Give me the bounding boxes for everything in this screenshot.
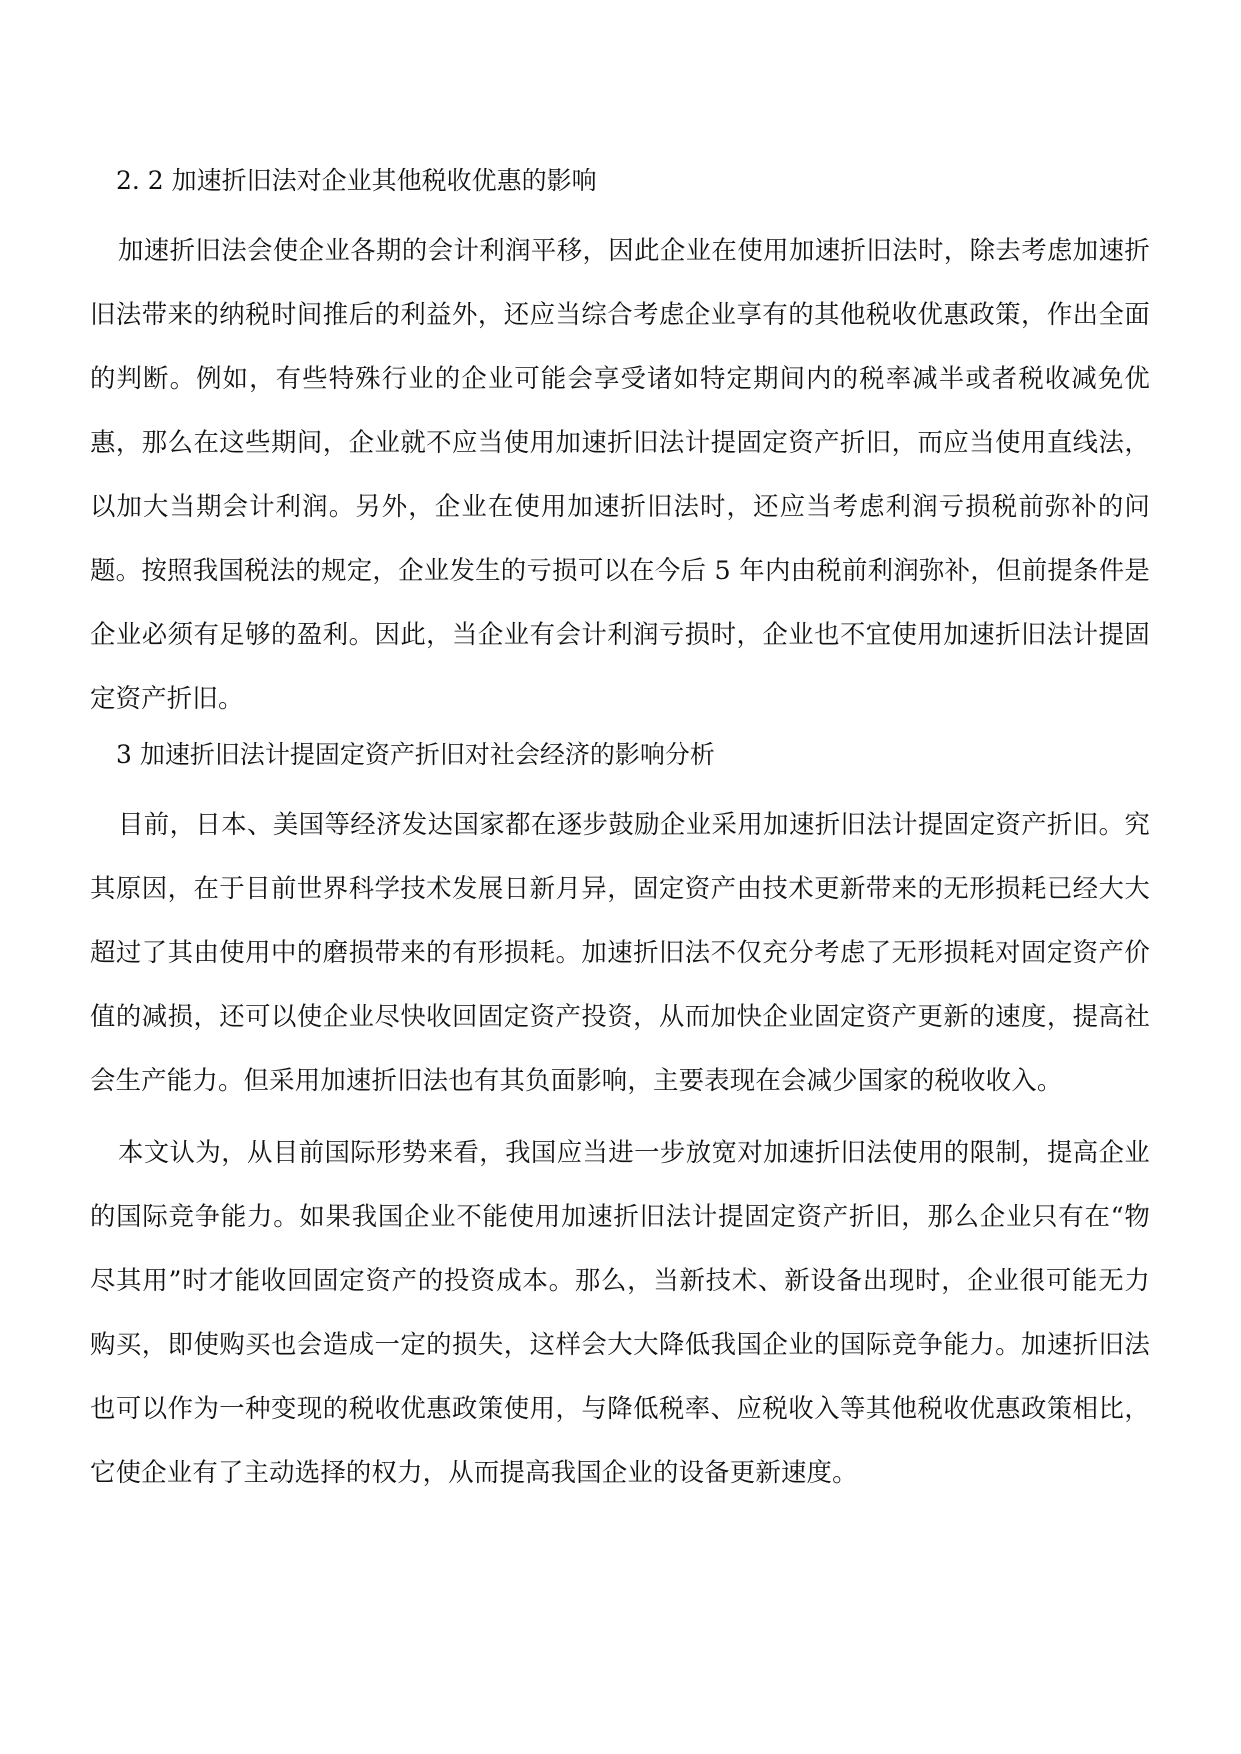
section-heading-2-2: 2. 2 加速折旧法对企业其他税收优惠的影响 xyxy=(116,166,597,195)
document-body xyxy=(90,164,1150,1506)
paragraph: 目前，日本、美国等经济发达国家都在逐步鼓励企业采用加速折旧法计提固定资产折旧。究其原因，在于目前世界科学技术发展日新月异，固定资产由技术更新带来的无形损耗已经大大超过了其由使用中的磨损带来的有形损耗。加速折旧法不仅充分考虑了无形损耗对固定资产价值的减损，还可以使企业尽快收回固定资产投资，从而加快企业固定资产更新的速度，提高社会生产能力。但采用加速折旧法也有其负面影响，主要表现在会减少国家的税收收入。 xyxy=(90,809,1150,1095)
paragraph: 加速折旧法会使企业各期的会计利润平移，因此企业在使用加速折旧法时，除去考虑加速折旧法带来的纳税时间推后的利益外，还应当综合考虑企业享有的其他税收优惠政策，作出全面的判断。例如，有些特殊行业的企业可能会享受诸如特定期间内的税率减半或者税收减免优惠，那么在这些期间，企业就不应当使用加速折旧法计提固定资产折旧，而应当使用直线法，以加大当期会计利润。另外，企业在使用加速折旧法时，还应当考虑利润亏损税前弥补的问题。按照我国税法的规定，企业发生的亏损可以在今后 5 年内由税前利润弥补，但前提条件是企业必须有足够的盈利。因此，当企业有会计利润亏损时，企业也不宜使用加速折旧法计提固定资产折旧。 xyxy=(90,235,1150,713)
section-heading-3: 3 加速折旧法计提固定资产折旧对社会经济的影响分析 xyxy=(116,740,715,769)
paragraph: 本文认为，从目前国际形势来看，我国应当进一步放宽对加速折旧法使用的限制，提高企业的国际竞争能力。如果我国企业不能使用加速折旧法计提固定资产折旧，那么企业只有在“物尽其用”时才能收回固定资产的投资成本。那么，当新技术、新设备出现时，企业很可能无力购买，即使购买也会造成一定的损失，这样会大大降低我国企业的国际竞争能力。加速折旧法也可以作为一种变现的税收优惠政策使用，与降低税率、应税收入等其他税收优惠政策相比，它使企业有了主动选择的权力，从而提高我国企业的设备更新速度。 xyxy=(90,1137,1150,1487)
